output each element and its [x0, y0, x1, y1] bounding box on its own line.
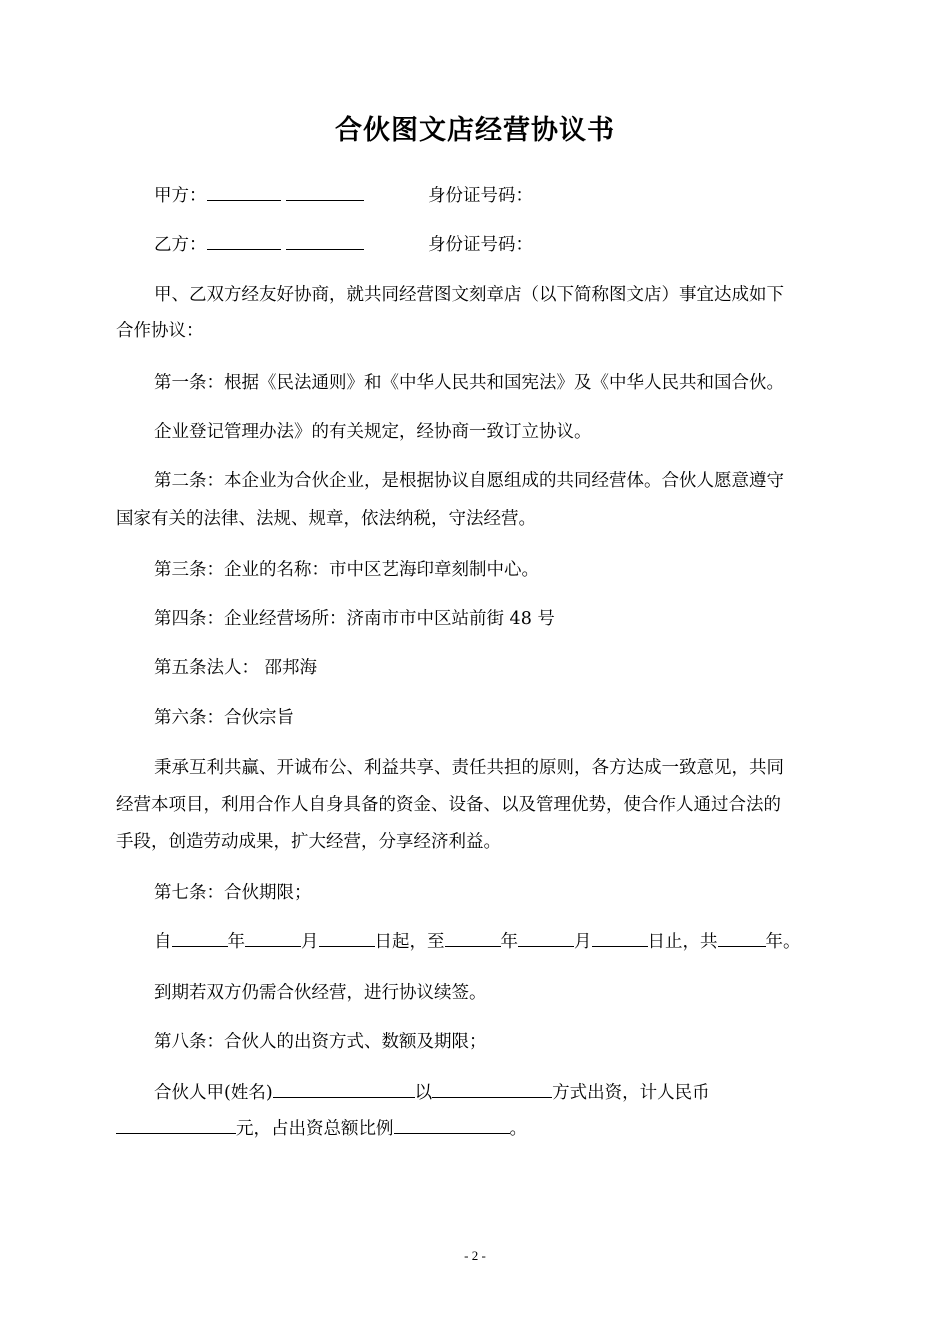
contribution-amount-label: 元，占出资总额比例 — [236, 1119, 394, 1139]
document-title: 合伙图文店经营协议书 — [335, 115, 615, 146]
term-start-day-blank — [319, 926, 375, 947]
term-end-year-blank — [445, 926, 501, 947]
party-a-line — [116, 179, 874, 213]
term-end-month-blank — [518, 926, 574, 947]
contribution-by-label: 以 — [414, 1083, 433, 1103]
party-a-name-blank — [207, 180, 281, 201]
partner-a-name-blank — [273, 1077, 415, 1098]
term-year-label: 年 — [227, 932, 245, 952]
renewal-note: 到期若双方仍需合伙经营，进行协议续签。 — [154, 983, 487, 1003]
term-end-day-label: 日止，共 — [647, 932, 718, 952]
party-b-name-blank — [207, 229, 281, 250]
partner-a-name-label: 合伙人甲(姓名) — [154, 1083, 273, 1103]
party-a-id-label: 身份证号码： — [428, 186, 533, 206]
intro-line-2: 合作协议： — [116, 321, 204, 341]
contribution-method-label: 方式出资，计人民币 — [552, 1083, 710, 1103]
party-b-line — [116, 228, 874, 262]
term-end-year-label: 年 — [500, 932, 518, 952]
contribution-method-blank — [432, 1077, 552, 1098]
term-line — [116, 925, 874, 959]
contribution-line-1 — [116, 1076, 874, 1110]
article-5: 第五条法人： 邵邦海 — [154, 658, 318, 678]
article-2-line-1: 第二条：本企业为合伙企业，是根据协议自愿组成的共同经营体。合伙人愿意遵守 — [154, 471, 784, 491]
contribution-ratio-blank — [394, 1113, 510, 1134]
article-3: 第三条：企业的名称：市中区艺海印章刻制中心。 — [154, 560, 539, 580]
term-end-month-label: 月 — [574, 932, 592, 952]
intro-line-1: 甲、乙双方经友好协商，就共同经营图文刻章店（以下简称图文店）事宜达成如下 — [154, 285, 784, 305]
term-years-label: 年。 — [765, 932, 801, 952]
party-a-label: 甲方： — [154, 186, 207, 206]
party-b-label: 乙方： — [154, 235, 207, 255]
contribution-line-2 — [116, 1112, 836, 1146]
term-start-month-blank — [245, 926, 301, 947]
article-6: 第六条：合伙宗旨 — [154, 708, 294, 728]
contribution-amount-blank — [116, 1113, 236, 1134]
contribution-end-mark: 。 — [509, 1119, 527, 1139]
article-4: 第四条：企业经营场所：济南市市中区站前街 48 号 — [154, 609, 555, 629]
purpose-line-2: 经营本项目，利用合作人自身具备的资金、设备、以及管理优势，使合作人通过合法的 — [116, 795, 781, 815]
term-start-year-blank — [172, 926, 228, 947]
party-b-name-blank-2 — [286, 229, 364, 250]
article-7: 第七条：合伙期限； — [154, 883, 312, 903]
purpose-line-1: 秉承互利共赢、开诚布公、利益共享、责任共担的原则，各方达成一致意见，共同 — [154, 758, 784, 778]
article-2-line-2: 国家有关的法律、法规、规章，依法纳税，守法经营。 — [116, 509, 536, 529]
term-day-label: 日起，至 — [374, 932, 445, 952]
purpose-line-3: 手段，创造劳动成果，扩大经营，分享经济利益。 — [116, 832, 501, 852]
article-1-line-1: 第一条：根据《民法通则》和《中华人民共和国宪法》及《中华人民共和国合伙。 — [154, 373, 784, 393]
term-month-label: 月 — [301, 932, 319, 952]
page-number: - 2 - — [464, 1248, 486, 1263]
term-from: 自 — [154, 932, 172, 952]
term-end-day-blank — [592, 926, 648, 947]
article-1-line-2: 企业登记管理办法》的有关规定，经协商一致订立协议。 — [154, 422, 592, 442]
term-total-years-blank — [718, 926, 766, 947]
party-b-id-label: 身份证号码： — [428, 235, 533, 255]
party-a-name-blank-2 — [286, 180, 364, 201]
article-8: 第八条：合伙人的出资方式、数额及期限； — [154, 1032, 487, 1052]
